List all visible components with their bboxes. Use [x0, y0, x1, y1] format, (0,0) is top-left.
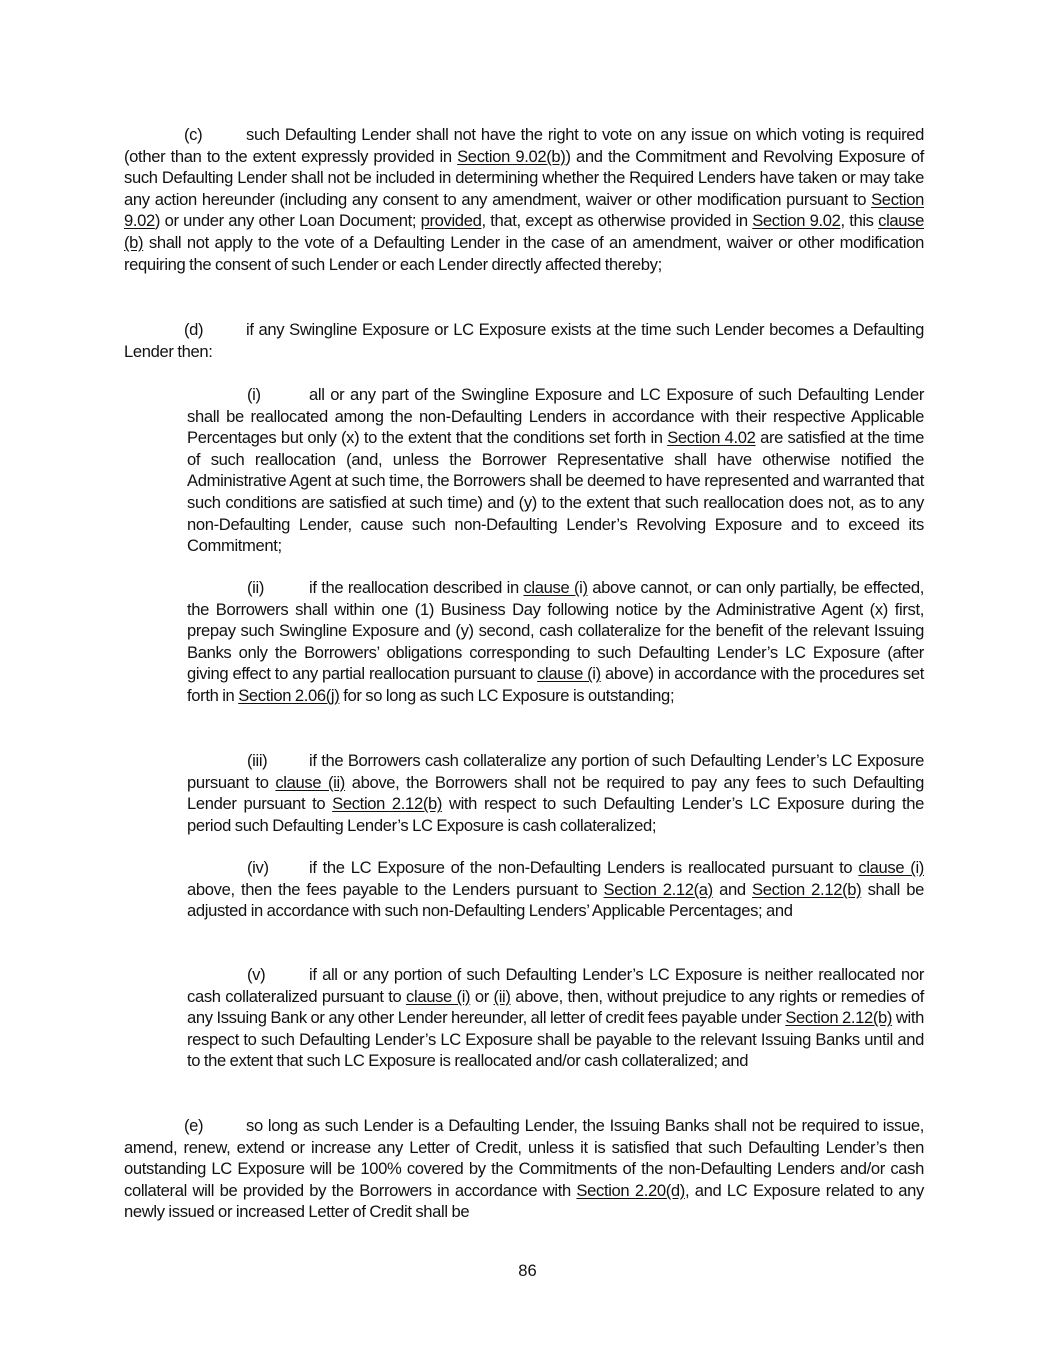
paragraph-text: ) or under any other Loan Document; — [154, 211, 421, 231]
paragraph-text: , this — [840, 211, 879, 231]
cross-reference: (ii) — [493, 986, 511, 1006]
paragraph-text: above, then the fees payable to the Lenders pursuant to — [187, 879, 604, 899]
page-number: 86 — [518, 1261, 537, 1280]
paragraph-d-iii — [187, 750, 924, 836]
paragraph-text: , that, except as otherwise provided in — [481, 211, 753, 231]
paragraph-text: shall be adjusted in accordance with such non-Defaulting Lenders’ Applicable Percentages; and — [187, 879, 924, 921]
paragraph-label: (e) — [184, 1116, 204, 1135]
cross-reference: provided — [420, 211, 482, 231]
cross-reference: Section 4.02 — [667, 428, 756, 448]
cross-reference: clause (i) — [537, 664, 601, 684]
paragraph-label: (d) — [184, 320, 204, 339]
paragraph-text: ) and the Commitment and Revolving Exposure of such Defaulting Lender shall not be included in determining whether the Required Lenders have taken or may take any action hereunder (including any consent to any amendment, waiver or other modification pursuant to — [124, 146, 924, 209]
paragraph-label: (ii) — [247, 578, 265, 597]
cross-reference: clause (i) — [858, 858, 924, 877]
cross-reference: clause (i) — [406, 986, 471, 1006]
paragraph-label: (v) — [247, 965, 266, 984]
paragraph-text: above) in accordance with the procedures set forth in — [187, 664, 924, 705]
paragraph-c — [124, 124, 924, 275]
paragraph-text: with respect to such Defaulting Lender’s LC Exposure shall be payable to the relevant Issuing Banks until and to the extent that such LC Exposure is reallocated and/or cash collateralized; and — [187, 1008, 924, 1071]
paragraph-text: such Defaulting Lender shall not have the right to vote on any issue on which voting is required (other than to the extent expressly provided in — [124, 125, 924, 166]
paragraph-d-v — [187, 964, 924, 1072]
paragraph-d — [124, 319, 924, 362]
paragraph-text: if the LC Exposure of the non-Defaulting Lenders is reallocated pursuant to — [309, 858, 859, 877]
cross-reference: clause (ii) — [275, 772, 345, 792]
paragraph-text: all or any part of the Swingline Exposure and LC Exposure of such Defaulting Lender shall be reallocated among the non-Defaulting Lenders in accordance with their respective Applicable Percentages but only (x) to the extent that the conditions set forth in — [187, 385, 924, 448]
paragraph-text: and — [712, 879, 753, 899]
paragraph-text: above, the Borrowers shall not be required to pay any fees to such Defaulting Lender pursuant to — [187, 772, 925, 814]
cross-reference: Section 2.20(d) — [576, 1180, 685, 1200]
paragraph-text: so long as such Lender is a Defaulting Lender, the Issuing Banks shall not be required to issue, amend, renew, extend or increase any Letter of Credit, unless it is satisfied that such Defaulting Lender’s then outstanding LC Exposure will be 100% covered by the Commitments of the non-Defaulting Lenders and/or cash collateral will be provided by the Borrowers in accordance with — [124, 1116, 924, 1200]
cross-reference: Section 9.02 — [752, 211, 841, 231]
cross-reference: Section 2.06(j) — [238, 685, 340, 705]
paragraph-d-ii — [187, 577, 924, 707]
cross-reference: Section 2.12(b) — [332, 794, 443, 814]
paragraph-d-i — [187, 384, 924, 557]
paragraph-label: (iv) — [247, 858, 269, 877]
paragraph-label: (c) — [184, 125, 203, 144]
cross-reference: clause (b) — [124, 211, 924, 252]
cross-reference: Section 2.12(b) — [785, 1008, 893, 1028]
paragraph-text: if the reallocation described in — [309, 578, 524, 597]
paragraph-text: are satisfied at the time of such reallocation (and, unless the Borrower Representative shall have otherwise notified the Administrative Agent at such time, the Borrowers shall be deemed to have represented and warranted that such conditions are satisfied at such time) and (y) to the extent that such reallocation does not, as to any non-Defaulting Lender, cause such non-Defaulting Lender’s Revolving Exposure and to exceed its Commitment; — [187, 428, 924, 556]
paragraph-d-iv — [187, 857, 924, 922]
paragraph-text: above cannot, or can only partially, be effected, the Borrowers shall within one (1) Business Day following notice by the Administrative Agent (x) first, prepay such Swingline Exposure and (y) second, cash collateralize for the benefit of the relevant Issuing Banks only the Borrowers’ obligations corresponding to such Defaulting Lender’s LC Exposure (after giving effect to any partial reallocation pursuant to — [187, 578, 924, 684]
paragraph-label: (i) — [247, 385, 261, 404]
paragraph-text: , and LC Exposure related to any newly issued or increased Letter of Credit shall be — [124, 1180, 924, 1222]
paragraph-text: shall not apply to the vote of a Defaulting Lender in the case of an amendment, waiver or other modification requiring the consent of such Lender or each Lender directly affected thereby; — [124, 232, 924, 274]
paragraph-text: or — [470, 986, 494, 1006]
cross-reference: clause (i) — [523, 578, 588, 597]
paragraph-text: if the Borrowers cash collateralize any portion of such Defaulting Lender’s LC Exposure pursuant to — [187, 751, 924, 792]
paragraph-text: with respect to such Defaulting Lender’s LC Exposure during the period such Defaulting Lender’s LC Exposure is cash collateralized; — [187, 794, 925, 835]
paragraph-label: (iii) — [247, 751, 268, 770]
paragraph-text: if any Swingline Exposure or LC Exposure exists at the time such Lender becomes a Defaulting Lender then: — [124, 320, 924, 361]
cross-reference: Section 9.02(b) — [457, 146, 566, 166]
paragraph-e — [124, 1115, 924, 1223]
cross-reference: Section 9.02 — [124, 189, 924, 231]
paragraph-text: for so long as such LC Exposure is outstanding; — [339, 685, 675, 705]
cross-reference: Section 2.12(a) — [603, 879, 713, 899]
paragraph-text: if all or any portion of such Defaulting Lender’s LC Exposure is neither reallocated nor cash collateralized pursuant to — [187, 965, 924, 1006]
paragraph-text: above, then, without prejudice to any rights or remedies of any Issuing Bank or any other Lender hereunder, all letter of credit fees payable under — [187, 986, 924, 1028]
cross-reference: Section 2.12(b) — [752, 879, 862, 899]
